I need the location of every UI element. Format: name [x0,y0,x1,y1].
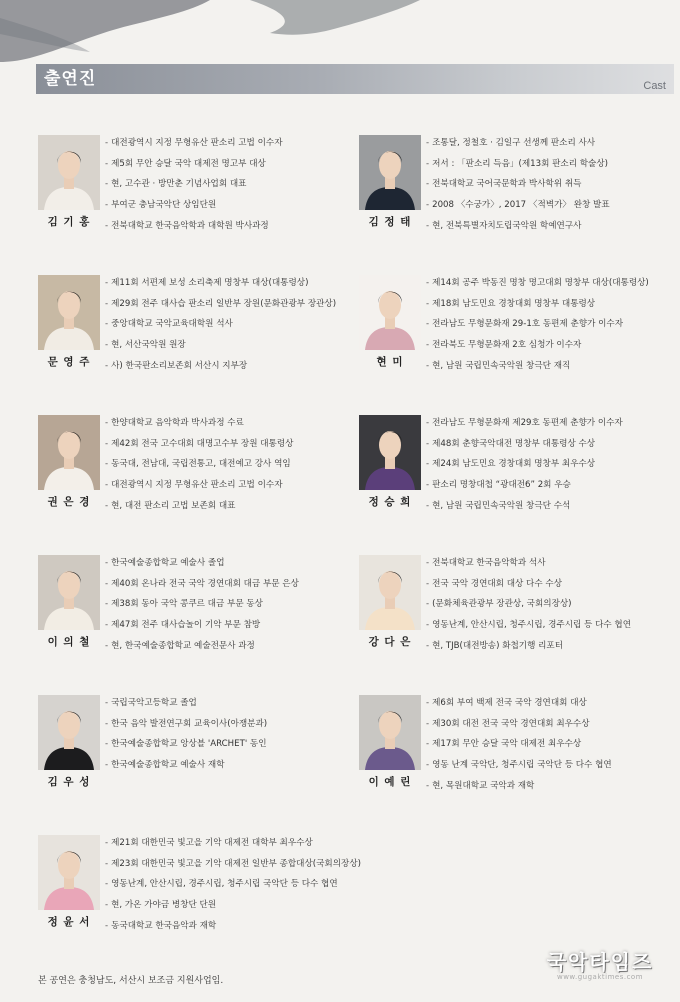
bullet-dash: - [105,900,109,911]
bio-item [426,335,676,356]
bio-item [105,294,355,315]
bio-text: 영동난계, 안산시립, 경주시립, 청주시립 국악단 등 다수 협연 [111,879,338,890]
bio-item [426,615,676,636]
bio-text: 한국예술종합학교 예술사 졸업 [111,558,225,568]
bio-item [105,615,355,636]
bio-text: 제40회 온나라 전국 국악 경연대회 대금 부문 은상 [111,578,299,589]
bio-text: 조통달, 정철호 · 김일구 선생께 판소리 사사 [432,138,596,148]
gugak-times-logo [530,946,670,990]
bullet-dash: - [426,438,430,449]
performer-name: 이 예 린 [368,776,412,788]
performer-card [38,555,348,675]
bio-text: 현, 고수관 · 방만춘 기념사업회 대표 [111,179,247,190]
bullet-dash: - [426,418,430,428]
bio-text: 제17회 무안 승달 국악 대제전 최우수상 [432,739,582,750]
performer-card [359,415,669,535]
bio-item [105,216,355,237]
bio-text: 제5회 무안 승달 국악 대제전 명고부 대상 [111,158,266,169]
bullet-dash: - [426,138,430,148]
bio-text: 제14회 공주 박동진 명창 명고대회 명창부 대상(대통령상) [432,278,649,288]
bio-text: 현, 목원대학교 국악과 재학 [432,780,535,791]
bullet-dash: - [105,220,109,231]
bio-item [105,916,355,937]
bio-text: 대전광역시 지정 무형유산 판소리 고법 이수자 [111,480,283,491]
bullet-dash: - [426,780,430,791]
bio-text: 한국예술종합학교 앙상블 'ARCHET' 동인 [111,739,267,750]
bullet-dash: - [105,640,109,651]
bio-item [426,273,676,294]
bullet-dash: - [105,698,109,708]
performer-name: 문 영 주 [47,356,91,368]
performer-card [359,135,669,255]
bullet-dash: - [426,698,430,708]
bio-text: 제30회 대전 전국 국악 경연대회 최우수상 [432,718,590,729]
bio-item [426,356,676,377]
bullet-dash: - [426,500,430,511]
performer-photo [359,695,421,770]
performer-name: 현 미 [376,356,404,368]
bio-item [105,895,355,916]
bio-item [105,335,355,356]
bio-text: 현, 한국예술종합학교 예술전문사 과정 [111,640,255,651]
performer-bio-list [105,553,355,657]
bullet-dash: - [426,278,430,288]
bio-text: 중앙대학교 국악교육대학원 석사 [111,319,233,330]
bullet-dash: - [426,319,430,330]
performer-name: 이 의 철 [47,636,91,648]
bio-item [105,833,355,854]
bio-item [105,755,355,776]
bio-item [426,434,676,455]
bio-text: 전북대학교 한국음악학과 석사 [432,558,546,568]
bio-item [105,434,355,455]
performer-photo [359,555,421,630]
bio-text: 제29회 전주 대사습 판소리 일반부 장원(문화관광부 장관상) [111,298,337,309]
performer-card [38,135,348,255]
bio-text: 전국 국악 경연대회 대상 다수 수상 [432,578,562,589]
bullet-dash: - [105,558,109,568]
performer-name: 김 정 태 [368,216,412,228]
bio-item [105,734,355,755]
performer-card [359,695,669,815]
section-title: 출연진 [44,69,97,89]
bio-text: 대전광역시 지정 무형유산 판소리 고법 이수자 [111,138,283,148]
bio-item [105,714,355,735]
bio-text: 부여군 충남국악단 상임단원 [111,200,217,211]
performer-photo [359,275,421,350]
bullet-dash: - [426,578,430,589]
bio-item [426,475,676,496]
bio-item [105,174,355,195]
bio-text: 영동 난계 국악단, 청주시립 국악단 등 다수 협연 [432,760,612,771]
bullet-dash: - [426,620,430,631]
bullet-dash: - [105,920,109,931]
bio-item [105,273,355,294]
bio-text: 현, 가온 가야금 병창단 단원 [111,900,217,911]
bio-text: 한국예술종합학교 예술사 재학 [111,760,225,771]
performer-card [38,695,348,815]
bio-item [105,475,355,496]
performer-name: 정 승 희 [368,496,412,508]
bio-item [105,594,355,615]
performer-card [38,275,348,395]
bullet-dash: - [426,558,430,568]
performer-photo [38,415,100,490]
bio-item [426,454,676,475]
performer-bio-list [426,693,676,797]
bio-item [105,553,355,574]
bullet-dash: - [426,340,430,351]
bio-item [426,693,676,714]
performer-photo [38,695,100,770]
bio-item [426,216,676,237]
bio-item [426,734,676,755]
performer-name: 정 윤 서 [47,916,91,928]
bio-item [105,413,355,434]
bio-item [105,133,355,154]
bio-item [426,776,676,797]
bullet-dash: - [105,200,109,211]
bio-text: 제11회 서편제 보성 소리축제 명창부 대상(대통령상) [111,278,309,288]
bio-text: 전라남도 무형문화재 29-1호 동편제 춘향가 이수자 [432,319,624,330]
bio-item [426,496,676,517]
bio-text: (문화체육관광부 장관상, 국회의장상) [432,599,572,610]
bio-text: 제48회 춘향국악대전 명창부 대통령상 수상 [432,438,596,449]
bullet-dash: - [105,858,109,869]
bullet-dash: - [426,599,430,610]
bio-text: 전라남도 무형문화재 제29호 동편제 춘향가 이수자 [432,418,623,428]
bullet-dash: - [426,718,430,729]
bullet-dash: - [105,879,109,890]
bio-item [105,874,355,895]
bullet-dash: - [426,480,430,491]
performer-photo [359,135,421,210]
bullet-dash: - [105,599,109,610]
bio-text: 한양대학교 음악학과 박사과정 수료 [111,418,244,428]
bullet-dash: - [426,298,430,309]
bio-text: 현, 서산국악원 원장 [111,340,186,351]
bullet-dash: - [426,760,430,771]
performer-bio-list [426,413,676,517]
bio-text: 2008 〈수궁가〉, 2017 〈적벽가〉 완창 발표 [432,200,610,211]
bio-text: 현, TJB(대전방송) 화첩기행 리포터 [432,640,564,651]
bullet-dash: - [426,360,430,371]
logo-text: 국악타임즈 [546,950,654,974]
performer-name: 김 기 홍 [47,216,91,228]
bullet-dash: - [105,319,109,330]
bullet-dash: - [105,620,109,631]
bio-item [105,854,361,875]
bullet-dash: - [105,739,109,750]
bullet-dash: - [426,739,430,750]
bullet-dash: - [426,220,430,231]
bullet-dash: - [105,179,109,190]
performer-bio-list [105,693,355,776]
bullet-dash: - [426,200,430,211]
bio-item [426,195,676,216]
bio-text: 제23회 대한민국 빛고을 기악 대제전 일반부 종합대상(국회의장상) [111,858,361,869]
performer-bio-list [105,833,361,937]
performer-bio-list [426,133,676,237]
bullet-dash: - [426,179,430,190]
performer-name: 강 다 은 [368,636,412,648]
bio-text: 동국대학교 한국음악과 재학 [111,920,217,931]
bullet-dash: - [105,138,109,148]
bio-text: 전북대학교 국어국문학과 박사학위 취득 [432,179,582,190]
bio-text: 현, 남원 국립민속국악원 창극단 수석 [432,500,571,511]
section-subtitle: Cast [643,80,666,92]
bio-item [426,755,676,776]
bullet-dash: - [105,838,109,848]
performer-bio-list [105,133,355,237]
bio-item [426,294,676,315]
performer-photo [38,835,100,910]
bio-item [105,496,355,517]
bio-item [426,314,676,335]
bullet-dash: - [105,418,109,428]
bullet-dash: - [426,158,430,169]
performer-bio-list [105,273,355,377]
bio-text: 제6회 부여 백제 전국 국악 경연대회 대상 [432,698,587,708]
performer-bio-list [105,413,355,517]
bio-item [105,195,355,216]
bio-text: 제24회 남도민요 경창대회 명창부 최우수상 [432,459,596,470]
bullet-dash: - [105,298,109,309]
bio-text: 한국 음악 발전연구회 교육이사(아쟁분과) [111,718,268,729]
performer-card [359,555,669,675]
bio-text: 사) 한국판소리보존회 서산시 지부장 [111,360,248,371]
bio-item [426,154,676,175]
performer-photo [359,415,421,490]
performer-photo [38,555,100,630]
bullet-dash: - [105,360,109,371]
bullet-dash: - [105,500,109,511]
bullet-dash: - [105,760,109,771]
bio-item [426,594,676,615]
bio-item [426,413,676,434]
section-header [36,64,674,94]
logo-url: www.gugaktimes.com [556,973,644,981]
bio-text: 현, 대전 판소리 고법 보존회 대표 [111,500,236,511]
bio-item [105,636,355,657]
bio-text: 현, 남원 국립민속국악원 창극단 재직 [432,360,571,371]
performer-photo [38,135,100,210]
bio-text: 영동난계, 안산시립, 청주시립, 경주시립 등 다수 협연 [432,620,632,631]
bullet-dash: - [105,438,109,449]
bio-text: 동국대, 전남대, 국립전통고, 대전예고 강사 역임 [111,459,291,470]
bio-text: 전라북도 무형문화재 2호 심청가 이수자 [432,340,582,351]
bullet-dash: - [426,640,430,651]
bio-item [426,133,676,154]
bullet-dash: - [105,158,109,169]
bio-item [105,356,355,377]
bio-item [426,714,676,735]
performer-photo [38,275,100,350]
bio-text: 제42회 전국 고수대회 대명고수부 장원 대통령상 [111,438,294,449]
bio-text: 국립국악고등학교 졸업 [111,698,197,708]
bio-text: 현, 전북특별자치도립국악원 학예연구사 [432,220,582,231]
bullet-dash: - [426,459,430,470]
bio-item [105,574,355,595]
performer-bio-list [426,553,676,657]
performer-name: 권 은 경 [47,496,91,508]
bio-item [105,314,355,335]
bullet-dash: - [105,278,109,288]
bio-text: 제47회 전주 대사습놀이 기악 부문 참방 [111,620,261,631]
bullet-dash: - [105,459,109,470]
performer-name: 김 우 성 [47,776,91,788]
bio-item [105,454,355,475]
bio-item [426,636,676,657]
bio-item [426,553,676,574]
funding-note: 본 공연은 충청남도, 서산시 보조금 지원사업임. [38,976,224,986]
bullet-dash: - [105,340,109,351]
bullet-dash: - [105,480,109,491]
bio-item [105,154,355,175]
performer-card [359,275,669,395]
bullet-dash: - [105,578,109,589]
performer-bio-list [426,273,676,377]
bio-text: 전북대학교 한국음악학과 대학원 박사과정 [111,220,269,231]
bio-item [426,574,676,595]
bullet-dash: - [105,718,109,729]
bio-text: 제21회 대한민국 빛고을 기악 대제전 대학부 최우수상 [111,838,313,848]
bio-text: 제18회 남도민요 경창대회 명창부 대통령상 [432,298,596,309]
performer-card [38,835,361,955]
performer-card [38,415,348,535]
bio-text: 판소리 명창대첩 “광대전6” 2회 우승 [432,480,571,491]
bio-item [426,174,676,195]
bio-text: 제38회 동아 국악 콩쿠르 대금 부문 동상 [111,599,263,610]
bio-text: 저서 : 「판소리 득음」(제13회 판소리 학술상) [432,158,609,169]
bio-item [105,693,355,714]
